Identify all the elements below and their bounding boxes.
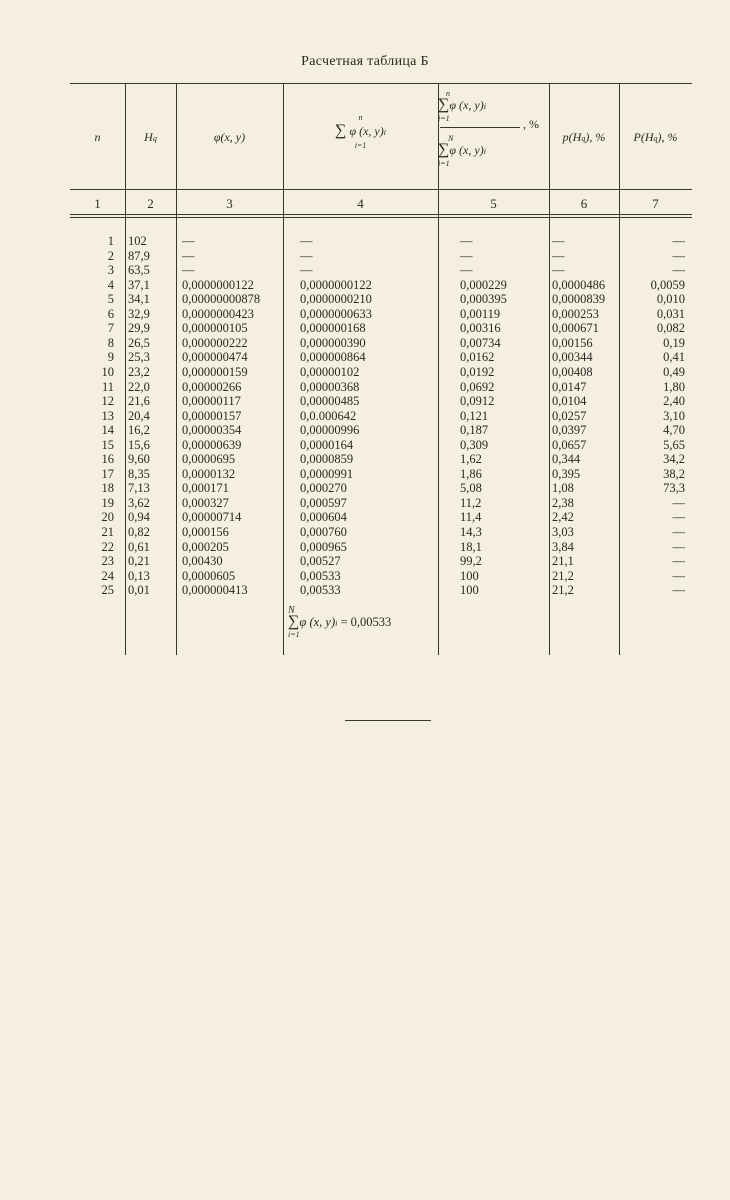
table-cell: 16 (101, 452, 114, 467)
table-cell: — (672, 525, 685, 539)
col-number: 1 (94, 196, 101, 211)
table-cell: 0,000000390 (300, 335, 366, 350)
table-cell: — (672, 539, 685, 554)
table-cell: 0,0000859 (300, 452, 354, 467)
table-cell: 14 (101, 423, 114, 438)
table-cell: 1,80 (663, 379, 685, 394)
table-cell: 0,41 (663, 350, 685, 365)
colnum-rule-double (70, 217, 692, 218)
header-rule (70, 189, 692, 190)
table-cell: 0,00527 (300, 554, 341, 569)
table-cell: 34,2 (663, 452, 685, 467)
table-cell: 14,3 (460, 525, 482, 539)
table-cell: 12 (101, 394, 114, 409)
table-cell: 0,0397 (552, 423, 587, 438)
table-cell: 0,21 (128, 554, 150, 569)
table-cell: 0,000395 (460, 292, 507, 307)
col-number: 7 (652, 196, 659, 211)
table-cell: 0,00000485 (300, 394, 360, 409)
table-cell: — (672, 263, 685, 278)
table-cell: 0,000229 (460, 277, 507, 292)
table-cell: 99,2 (460, 554, 482, 569)
table-cell: 0,00000157 (182, 408, 242, 423)
table-cell: 0,309 (460, 437, 489, 452)
table-cell: 20 (101, 510, 114, 525)
table-cell: 0,0000132 (182, 466, 236, 481)
table-title: Расчетная таблица Б (301, 54, 429, 69)
table-cell: 0,00000368 (300, 379, 360, 394)
table-cell: — (672, 510, 685, 525)
table-cell: 25,3 (128, 350, 150, 365)
table-cell: — (552, 263, 565, 278)
table-cell: 0,19 (663, 335, 685, 350)
table-cell: 0,121 (460, 408, 489, 423)
header-p-cumulative: P(Hq), % (633, 130, 678, 144)
table-cell: 0,000000222 (182, 335, 248, 350)
table-cell: 0,000604 (300, 510, 347, 525)
table-cell: 87,9 (128, 248, 150, 263)
table-cell: 0,000205 (182, 539, 229, 554)
table-cell: 0,13 (128, 568, 150, 583)
table-cell: 0,00734 (460, 335, 501, 350)
table-cell: 0,000000413 (182, 583, 248, 598)
table-cell: 63,5 (128, 263, 150, 278)
table-cell: — (672, 568, 685, 583)
col-divider-5 (549, 83, 550, 655)
table-cell: 73,3 (663, 481, 685, 496)
table-cell: 0,00000639 (182, 437, 242, 452)
table-cell: 0,00000000878 (182, 292, 261, 307)
table-cell: 3,10 (663, 408, 685, 423)
table-cell: 0,0000839 (552, 292, 606, 307)
table-cell: 100 (460, 583, 479, 598)
table-cell: 0,00316 (460, 321, 501, 336)
table-cell: 0,082 (656, 321, 685, 336)
col-divider-1 (125, 83, 126, 655)
table-cell: 29,9 (128, 321, 150, 336)
table-cell: 2 (107, 248, 114, 263)
table-cell: 2,42 (552, 510, 574, 525)
table-cell: 0,0657 (552, 437, 587, 452)
col-number: 6 (580, 196, 588, 211)
table-cell: 0,0000164 (300, 437, 354, 452)
sum-note: N ∑φ (x, y)i = 0,00533 i=1 (288, 605, 392, 639)
table-cell: 0,000270 (300, 481, 347, 496)
table-cell: 0,000253 (552, 306, 599, 321)
table-cell: 15,6 (128, 437, 150, 452)
table-cell: 0,000000168 (300, 321, 366, 336)
table-cell: — (672, 583, 685, 598)
table-cell: 7 (107, 321, 114, 336)
table-cell: 0,00533 (300, 583, 341, 598)
table-cell: 0,0000605 (182, 568, 236, 583)
col-divider-3 (283, 83, 284, 655)
table-cell: 0,0000000423 (182, 306, 254, 321)
table-cell: 0,00533 (300, 568, 341, 583)
table-cell: 0,000965 (300, 539, 347, 554)
table-cell: — (672, 495, 685, 510)
table-cell: 17 (101, 466, 114, 481)
table-cell: 18 (101, 481, 114, 496)
table-cell: 0,00000266 (182, 379, 242, 394)
table-cell: 3 (107, 263, 114, 278)
col-divider-2 (176, 83, 177, 655)
header-phi: φ(x, y) (213, 130, 246, 144)
table-cell: 21 (101, 525, 114, 539)
header-ratio: n ∑φ (x, y)i i=1 , % N ∑φ (x, y)i i=1 (438, 89, 539, 168)
table-cell: 8 (107, 335, 114, 350)
table-cell: 0,0104 (552, 394, 587, 409)
table-cell: 22 (101, 539, 114, 554)
table-cell: 0,94 (128, 510, 150, 525)
table-cell: 7,13 (128, 481, 150, 496)
table-cell: 5,65 (663, 437, 685, 452)
table-cell: 4 (107, 277, 114, 292)
table-cell: 0,000000864 (300, 350, 366, 365)
table-cell: 0,00000354 (182, 423, 242, 438)
table-cell: 0,000327 (182, 495, 229, 510)
table-cell: 0,000156 (182, 525, 229, 539)
header-p-small: p(Hq), % (562, 130, 606, 144)
table-cell: 23 (101, 554, 114, 569)
table-cell: 0,187 (460, 423, 489, 438)
table-cell: — (300, 234, 313, 248)
table-cell: 0,000597 (300, 495, 347, 510)
table-cell: — (300, 263, 313, 278)
table-cell: 0,0000991 (300, 466, 354, 481)
table-cell: 38,2 (663, 466, 685, 481)
table-cell: 26,5 (128, 335, 150, 350)
header-cumsum: n ∑ φ (x, y)i i=1 (335, 113, 386, 150)
table-cell: 0,0000000633 (300, 306, 372, 321)
table-cell: — (672, 234, 685, 248)
table-cell: 0,0059 (650, 277, 685, 292)
table-cell: — (300, 248, 313, 263)
table-cell: 0,031 (656, 306, 685, 321)
table-cell: 0,000000474 (182, 350, 248, 365)
table-cell: 4,70 (663, 423, 685, 438)
table-cell: — (672, 248, 685, 263)
table-cell: 0,344 (552, 452, 581, 467)
table-cell: — (182, 248, 195, 263)
table-cell: 0,49 (663, 364, 685, 379)
table-cell: 0,00408 (552, 364, 593, 379)
table-cell: 21,2 (552, 568, 574, 583)
table-cell: 0,61 (128, 539, 150, 554)
table-cell: 8,35 (128, 466, 150, 481)
table-cell: — (182, 234, 195, 248)
table-cell: 0,0000000122 (300, 277, 372, 292)
col-number: 3 (226, 196, 233, 211)
table-cell: 21,6 (128, 394, 150, 409)
table-cell: 10 (101, 364, 114, 379)
table-cell: 21,1 (552, 554, 574, 569)
table-cell: 0,000000105 (182, 321, 248, 336)
table-cell: 0,0912 (460, 394, 495, 409)
col-number: 2 (147, 196, 154, 211)
table-top-rule (70, 83, 692, 84)
table-cell: 9,60 (128, 452, 150, 467)
table-cell: — (182, 263, 195, 278)
header-n: n (94, 130, 101, 144)
table-cell: — (460, 263, 473, 278)
table-cell: 100 (460, 568, 479, 583)
table-cell: 0,00000996 (300, 423, 360, 438)
table-cell: 15 (101, 437, 114, 452)
table-cell: 0,0000000210 (300, 292, 372, 307)
table-cell: 18,1 (460, 539, 482, 554)
table-cell: 25 (101, 583, 114, 598)
table-cell: 9 (107, 350, 114, 365)
table-cell: 0,0192 (460, 364, 495, 379)
table-cell: 0,0.000642 (300, 408, 357, 423)
table-cell: 0,0000695 (182, 452, 236, 467)
table-cell: 3,62 (128, 495, 150, 510)
table-cell: 0,00000102 (300, 364, 360, 379)
table-cell: 0,00000117 (182, 394, 241, 409)
table-cell: 0,0000486 (552, 277, 606, 292)
table-cell: 21,2 (552, 583, 574, 598)
colnum-rule (70, 214, 692, 215)
table-cell: 0,00000714 (182, 510, 242, 525)
table-cell: 11,4 (460, 510, 482, 525)
table-cell: — (672, 554, 685, 569)
table-cell: 20,4 (128, 408, 150, 423)
table-cell: 6 (107, 306, 114, 321)
table-cell: 0,00119 (460, 306, 501, 321)
table-cell: 0,395 (552, 466, 581, 481)
table-cell: 34,1 (128, 292, 150, 307)
table-cell: 11 (101, 379, 114, 394)
table-cell: 22,0 (128, 379, 150, 394)
header-hq: Hq (144, 130, 157, 144)
table-cell: 0,82 (128, 525, 150, 539)
table-cell: 0,0692 (460, 379, 495, 394)
table-cell: 5,08 (460, 481, 482, 496)
table-cell: — (552, 234, 565, 248)
table-cell: 11,2 (460, 495, 482, 510)
table-cell: 1,86 (460, 466, 482, 481)
table-cell: 0,010 (656, 292, 685, 307)
table-cell: 2,38 (552, 495, 574, 510)
table-cell: 5 (107, 292, 114, 307)
table-cell: 0,000000159 (182, 364, 248, 379)
table-cell: 3,84 (552, 539, 574, 554)
table-cell: 3,03 (552, 525, 574, 539)
table-cell: 102 (128, 234, 147, 248)
table-cell: 0,000760 (300, 525, 347, 539)
table-cell: 0,0000000122 (182, 277, 254, 292)
table-cell: 1,62 (460, 452, 482, 467)
table-cell: 0,0147 (552, 379, 587, 394)
table-cell: 1,08 (552, 481, 574, 496)
table-cell: 19 (101, 495, 114, 510)
table-cell: 1 (107, 234, 114, 248)
end-rule (345, 720, 431, 721)
table-cell: 37,1 (128, 277, 150, 292)
table-cell: 0,000171 (182, 481, 229, 496)
table-cell: 0,0257 (552, 408, 587, 423)
table-cell: 0,000671 (552, 321, 599, 336)
col-number: 4 (357, 196, 364, 211)
table-cell: 13 (101, 408, 114, 423)
table-cell: 0,01 (128, 583, 150, 598)
table-cell: 0,00344 (552, 350, 593, 365)
calculation-table (70, 83, 692, 655)
table-cell: — (460, 248, 473, 263)
col-number: 5 (490, 196, 497, 211)
table-cell: 2,40 (663, 394, 685, 409)
table-cell: — (552, 248, 565, 263)
table-cell: 32,9 (128, 306, 150, 321)
table-cell: 23,2 (128, 364, 150, 379)
table-cell: 0,0162 (460, 350, 495, 365)
table-cell: 16,2 (128, 423, 150, 438)
table-cell: 24 (101, 568, 114, 583)
table-cell: 0,00430 (182, 554, 223, 569)
table-cell: — (460, 234, 473, 248)
table-cell: 0,00156 (552, 335, 593, 350)
